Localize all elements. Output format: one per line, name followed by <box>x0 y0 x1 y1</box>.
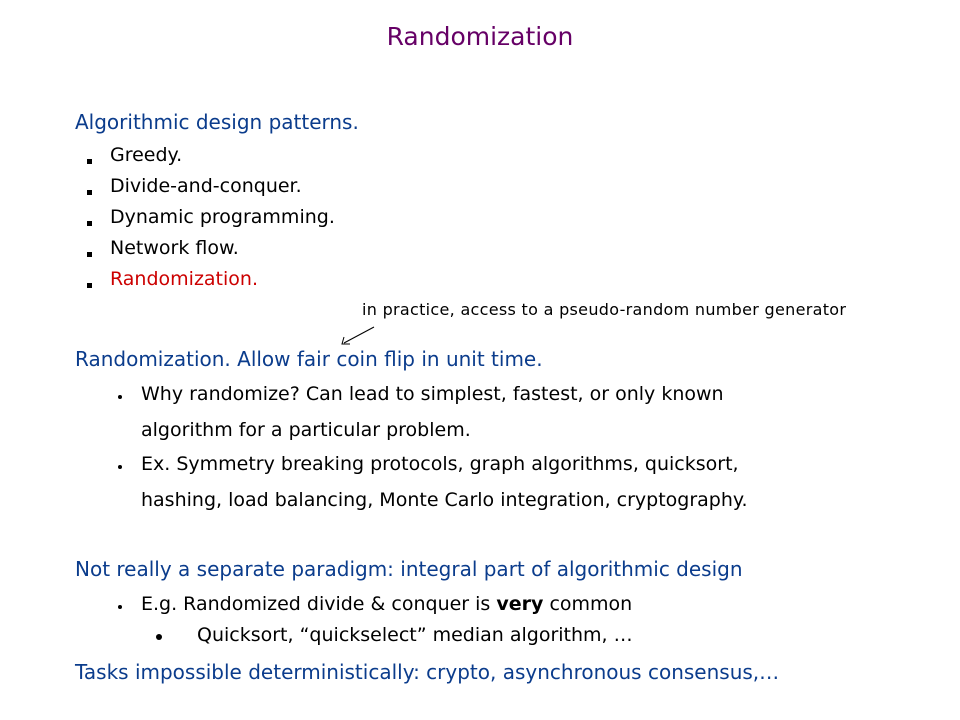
bullet-dot-icon <box>118 605 122 609</box>
bullet-text-prefix: E.g. Randomized divide & conquer is <box>141 593 497 615</box>
bullet-text: Why randomize? Can lead to simplest, fastest, or only known <box>141 383 724 405</box>
bullet-square-icon <box>87 159 92 164</box>
pattern-item: Greedy. <box>110 144 183 166</box>
footer-line: Tasks impossible deterministically: crypto, asynchronous consensus,… <box>75 660 780 684</box>
bullet-text-continuation: algorithm for a particular problem. <box>141 419 471 441</box>
bullet-text-suffix: common <box>543 593 633 615</box>
pattern-item: Divide-and-conquer. <box>110 175 302 197</box>
bullet-square-icon <box>87 190 92 195</box>
bullet-square-icon <box>87 252 92 257</box>
sub-bullet-dot-icon <box>156 634 162 640</box>
bullet-text <box>141 593 632 615</box>
annotation-arrow-icon <box>338 324 378 348</box>
design-patterns-heading: Algorithmic design patterns. <box>75 110 359 134</box>
annotation-note: in practice, access to a pseudo-random number generator <box>362 300 847 319</box>
bullet-text-continuation: hashing, load balancing, Monte Carlo integration, cryptography. <box>141 489 748 511</box>
pattern-item: Network flow. <box>110 237 239 259</box>
pattern-item: Dynamic programming. <box>110 206 335 228</box>
bullet-square-icon <box>87 221 92 226</box>
sub-bullet-text: Quicksort, “quickselect” median algorithm, … <box>197 624 633 646</box>
slide-title: Randomization <box>386 22 574 51</box>
pattern-item-highlighted: Randomization. <box>110 268 258 290</box>
randomization-heading: Randomization. Allow fair coin flip in unit time. <box>75 347 543 371</box>
bullet-dot-icon <box>118 395 122 399</box>
bullet-text: Ex. Symmetry breaking protocols, graph algorithms, quicksort, <box>141 453 739 475</box>
emphasis-text: very <box>496 593 544 615</box>
paradigm-heading: Not really a separate paradigm: integral part of algorithmic design <box>75 557 743 581</box>
bullet-square-icon <box>87 283 92 288</box>
bullet-dot-icon <box>118 465 122 469</box>
